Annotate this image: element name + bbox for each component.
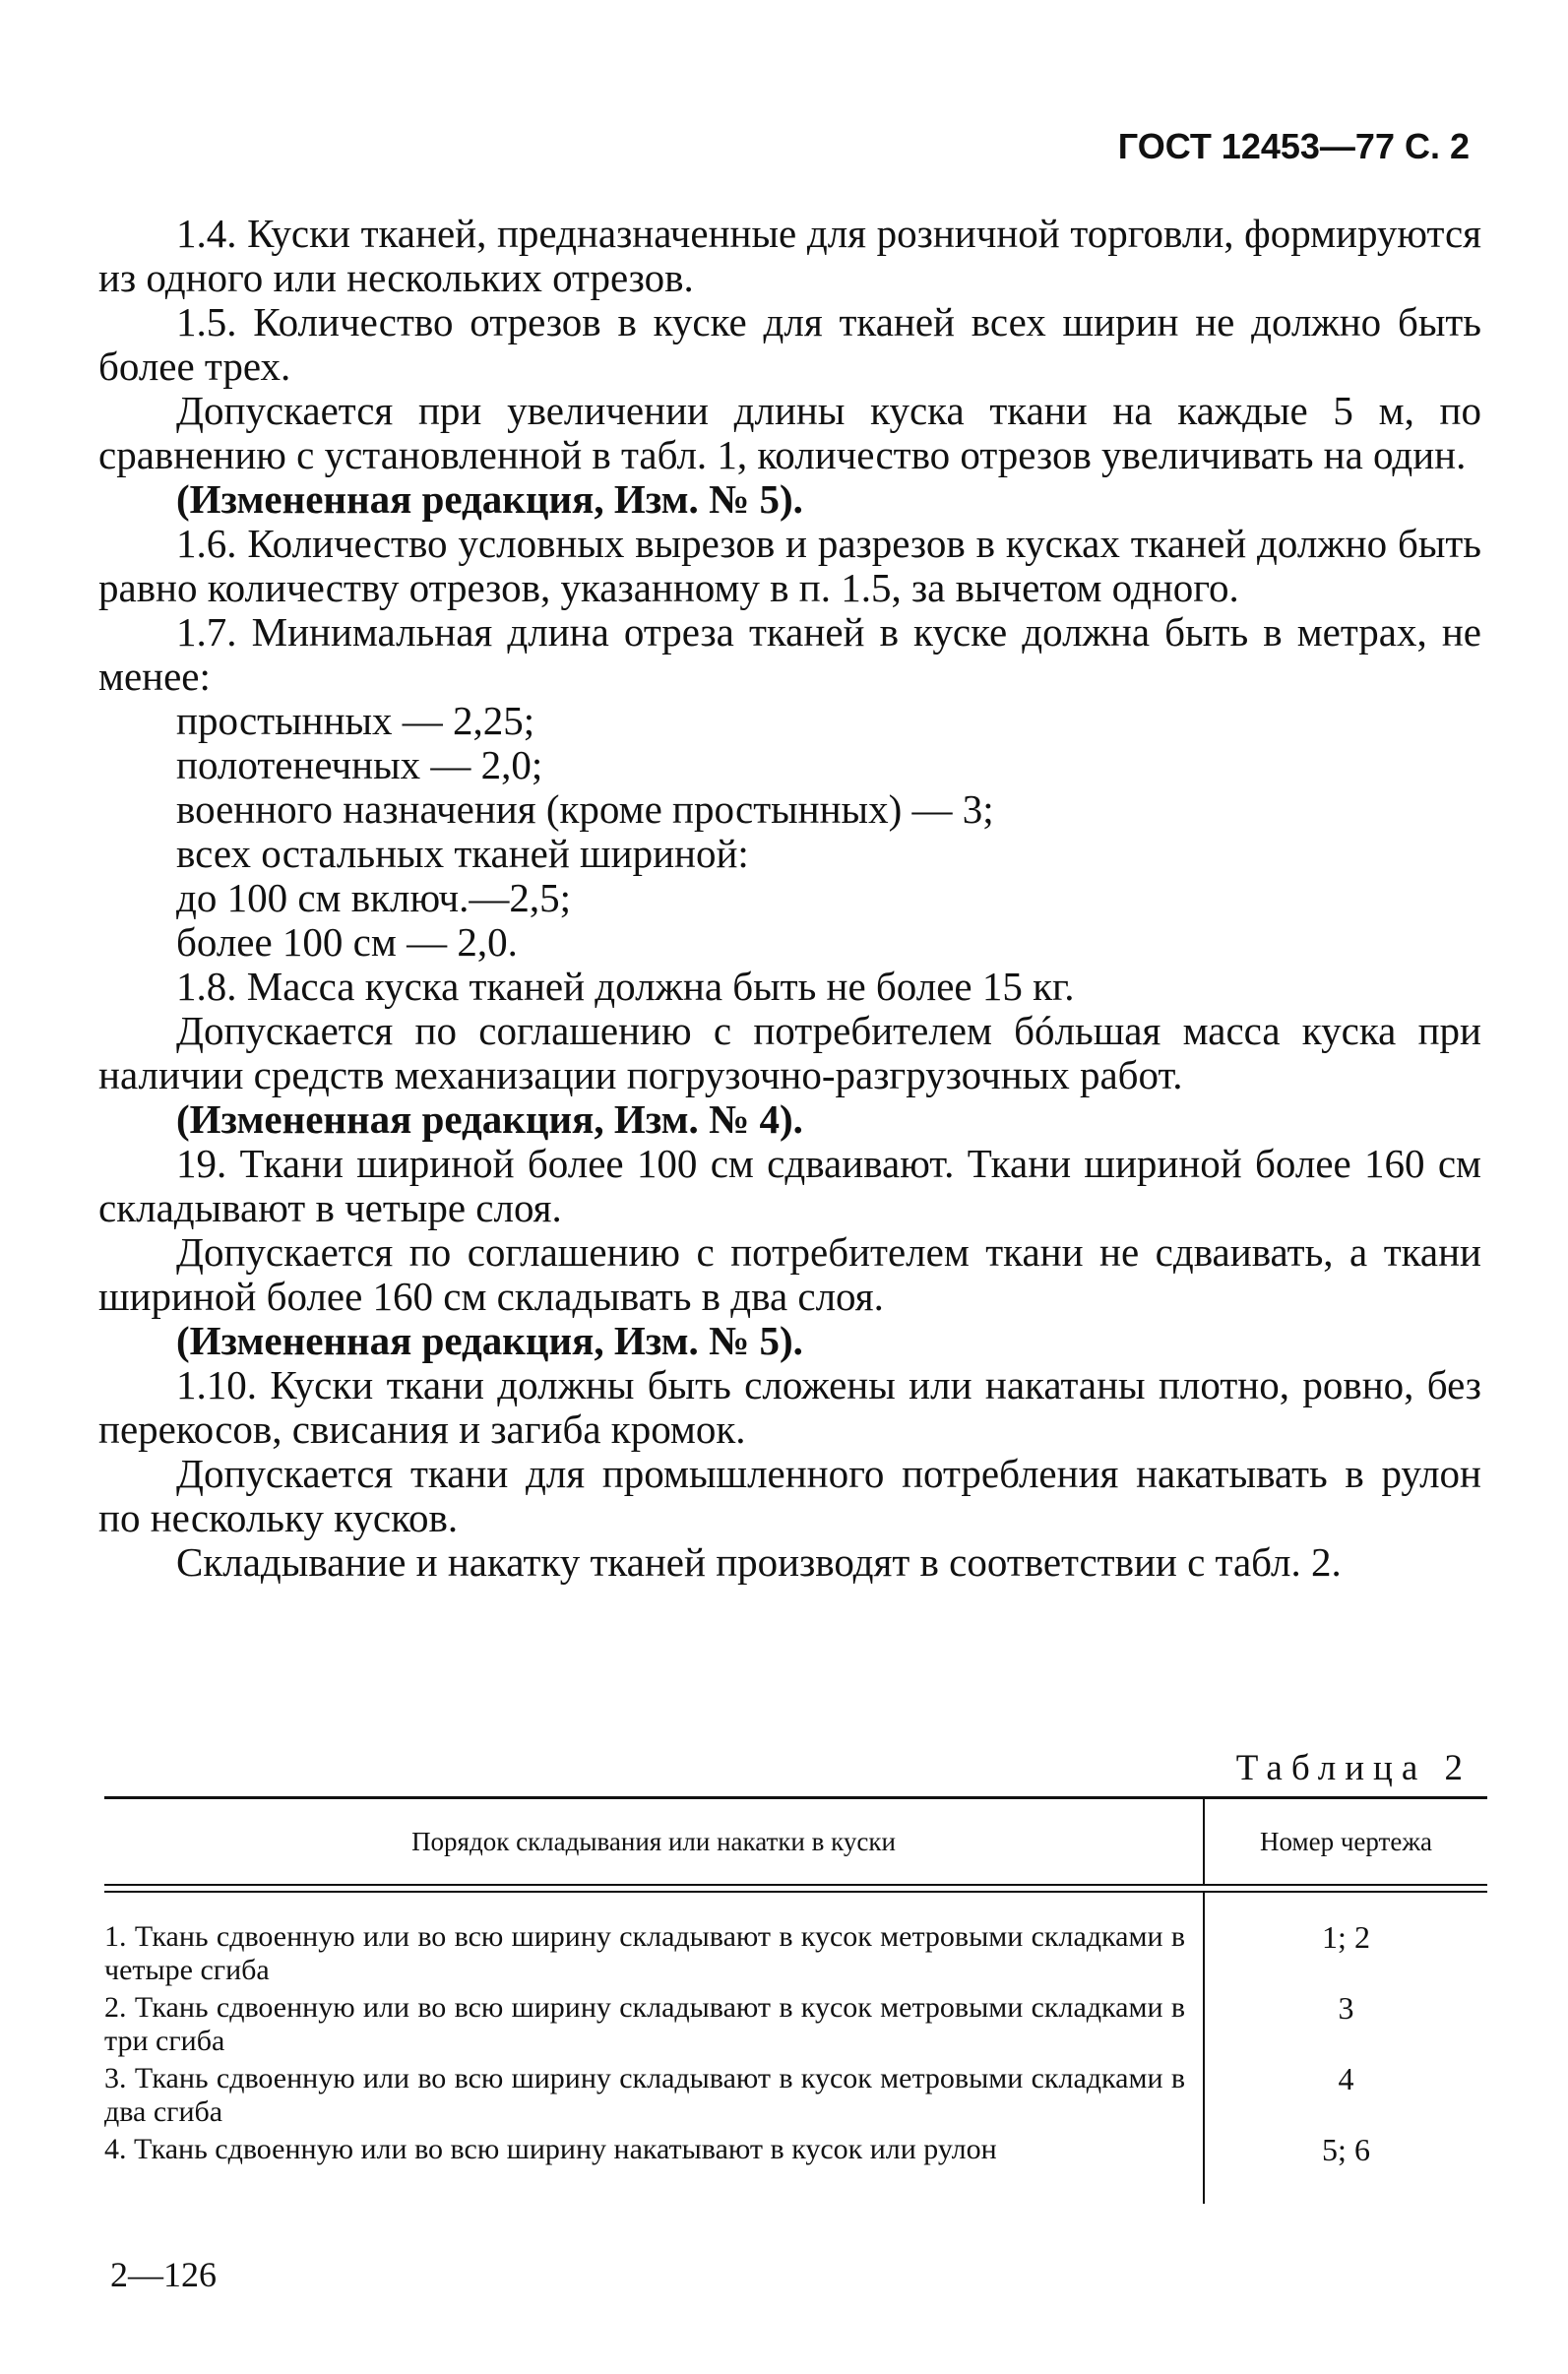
column-header-order: Порядок складывания или накатки в куски [104,1799,1205,1884]
table-cell-number: 4 [1338,2061,1354,2096]
paragraph: 1.6. Количество условных вырезов и разрезов в кусках тканей должно быть равно количеству отрезов, указанному в п. 1.5, за вычетом одного. [98,521,1481,610]
paragraph: Допускается при увеличении длины куска ткани на каждые 5 м, по сравнению с установленной в табл. 1, количество отрезов увеличивать на один. [98,388,1481,477]
table-cell-text: 2. Ткань сдвоенную или во всю ширину складывают в кусок метровыми складками в три сгиба [104,1991,1185,2057]
paragraph: Допускается по соглашению с потребителем бóльшая масса куска при наличии средств механизации погрузочно-разгрузочных работ. [98,1008,1481,1097]
table-caption: Таблица 2 [1235,1748,1472,1788]
paragraph: 1.7. Минимальная длина отреза тканей в куске должна быть в метрах, не менее: [98,609,1481,699]
page-header: ГОСТ 12453—77 С. 2 [1117,126,1470,166]
table-cell-text: 4. Ткань сдвоенную или во всю ширину накатывают в кусок или рулон [104,2133,997,2165]
table-cell-text: 1. Ткань сдвоенную или во всю ширину складывают в кусок метровыми складками в четыре сгиба [104,1920,1185,1986]
table-body [104,1893,1487,2204]
column-header-drawing-number: Номер чертежа [1260,1826,1432,1856]
list-item: полотенечных — 2,0; [176,742,543,787]
table-cell-number: 5; 6 [1322,2132,1370,2167]
paragraph: 1.8. Масса куска тканей должна быть не более 15 кг. [176,964,1075,1009]
paragraph: 19. Ткани шириной более 100 см сдваивают. Ткани шириной более 160 см складывают в четыре слоя. [98,1141,1481,1230]
table-header [104,1799,1487,1884]
table-cell-number: 1; 2 [1322,1919,1370,1955]
table-number-column [1205,1893,1487,2204]
list-item: до 100 см включ.—2,5; [176,875,572,920]
paragraph: 1.4. Куски тканей, предназначенные для розничной торговли, формируются из одного или нескольких отрезов. [98,211,1481,300]
table-cell-text: 3. Ткань сдвоенную или во всю ширину складывают в кусок метровыми складками в два сгиба [104,2062,1185,2128]
table-text-column [104,1893,1205,2204]
page-code: 2—126 [110,2255,217,2294]
folding-table [104,1796,1487,2204]
table-header-rule [104,1884,1487,1893]
list-item: военного назначения (кроме простынных) — 3; [176,786,994,832]
amendment-note: (Измененная редакция, Изм. № 5). [176,476,803,522]
document-body [98,212,1481,1585]
paragraph: 1.10. Куски ткани должны быть сложены или накатаны плотно, ровно, без перекосов, свисания и загиба кромок. [98,1362,1481,1452]
list-item: всех остальных тканей шириной: [176,831,749,876]
amendment-note: (Измененная редакция, Изм. № 4). [176,1096,803,1142]
amendment-note: (Измененная редакция, Изм. № 5). [176,1318,803,1363]
table-cell-number: 3 [1338,1990,1354,2026]
paragraph: 1.5. Количество отрезов в куске для тканей всех ширин не должно быть более трех. [98,299,1481,389]
list-item: простынных — 2,25; [176,698,535,743]
paragraph: Допускается ткани для промышленного потребления накатывать в рулон по нескольку кусков. [98,1451,1481,1540]
paragraph: Допускается по соглашению с потребителем ткани не сдваивать, а ткани шириной более 160 см складывать в два слоя. [98,1229,1481,1319]
list-item: более 100 см — 2,0. [176,919,518,965]
paragraph: Складывание и накатку тканей производят в соответствии с табл. 2. [176,1539,1342,1585]
